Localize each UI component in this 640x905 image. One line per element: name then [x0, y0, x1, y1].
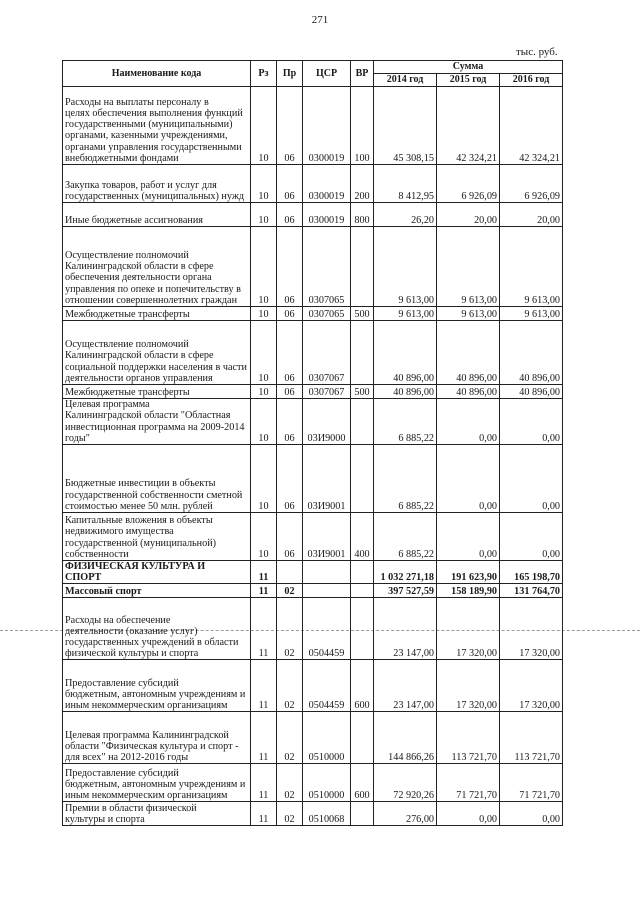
cell-rz: 11 [251, 584, 277, 598]
cell-vr: 100 [351, 87, 374, 165]
cell-y2014: 397 527,59 [374, 584, 437, 598]
cell-vr [351, 399, 374, 445]
table-body [63, 87, 563, 826]
cell-pr: 06 [277, 513, 303, 561]
table-row [63, 764, 563, 802]
cell-csr: 0510000 [303, 712, 351, 764]
cell-csr: 03И9001 [303, 445, 351, 513]
cell-name: Целевая программа Калининградской области "Областная инвестиционная программа на 2009-2014 годы" [63, 399, 251, 445]
cell-y2015: 71 721,70 [437, 764, 500, 802]
cell-csr [303, 584, 351, 598]
cell-pr: 06 [277, 87, 303, 165]
table-row [63, 321, 563, 385]
cell-rz: 10 [251, 321, 277, 385]
table-row [63, 561, 563, 584]
cell-name: Осуществление полномочий Калининградской области в сфере социальной поддержки населения в части деятельности органов управления [63, 321, 251, 385]
table-row [63, 399, 563, 445]
cell-name: Осуществление полномочий Калининградской области в сфере обеспечения деятельности органа управления по опеке и попечительству в отношении совершеннолетних граждан [63, 227, 251, 307]
table-row [63, 802, 563, 826]
cell-y2016: 0,00 [500, 802, 563, 826]
cell-name: Целевая программа Калининградской области "Физическая культура и спорт - для всех" на 2012-2016 годы [63, 712, 251, 764]
table-row [63, 203, 563, 227]
cell-vr [351, 561, 374, 584]
cell-y2016: 71 721,70 [500, 764, 563, 802]
cell-y2015: 17 320,00 [437, 660, 500, 712]
cell-y2014: 40 896,00 [374, 321, 437, 385]
cell-y2014: 45 308,15 [374, 87, 437, 165]
cell-csr: 0300019 [303, 87, 351, 165]
cell-name: Предоставление субсидий бюджетным, автономным учреждениям и иным некоммерческим организациям [63, 764, 251, 802]
cell-y2016: 9 613,00 [500, 307, 563, 321]
cell-csr: 0504459 [303, 598, 351, 660]
cell-rz: 10 [251, 227, 277, 307]
table-row [63, 660, 563, 712]
cell-vr: 200 [351, 165, 374, 203]
cell-y2014: 26,20 [374, 203, 437, 227]
cell-csr: 0510068 [303, 802, 351, 826]
cell-pr: 02 [277, 764, 303, 802]
cell-y2016: 0,00 [500, 513, 563, 561]
cell-y2016: 6 926,09 [500, 165, 563, 203]
cell-csr: 0504459 [303, 660, 351, 712]
cell-vr [351, 321, 374, 385]
cell-y2016: 0,00 [500, 445, 563, 513]
header-name: Наименование кода [63, 61, 251, 87]
cell-y2014: 23 147,00 [374, 660, 437, 712]
cell-rz: 11 [251, 660, 277, 712]
cell-vr [351, 584, 374, 598]
cell-y2015: 40 896,00 [437, 385, 500, 399]
cell-pr: 06 [277, 227, 303, 307]
cell-pr: 02 [277, 598, 303, 660]
cell-y2015: 113 721,70 [437, 712, 500, 764]
cell-csr: 0300019 [303, 165, 351, 203]
header-pr: Пр [277, 61, 303, 87]
table-row [63, 87, 563, 165]
cell-csr: 03И9001 [303, 513, 351, 561]
cell-y2015: 158 189,90 [437, 584, 500, 598]
cell-name: Иные бюджетные ассигнования [63, 203, 251, 227]
cell-y2016: 131 764,70 [500, 584, 563, 598]
cell-y2016: 165 198,70 [500, 561, 563, 584]
header-2016: 2016 год [500, 74, 563, 87]
cell-y2014: 9 613,00 [374, 307, 437, 321]
header-2015: 2015 год [437, 74, 500, 87]
cell-y2014: 1 032 271,18 [374, 561, 437, 584]
cell-vr [351, 712, 374, 764]
cell-rz: 11 [251, 712, 277, 764]
cell-y2014: 6 885,22 [374, 445, 437, 513]
cell-name: Закупка товаров, работ и услуг для государственных (муниципальных) нужд [63, 165, 251, 203]
cell-y2015: 0,00 [437, 399, 500, 445]
header-2014: 2014 год [374, 74, 437, 87]
cell-rz: 10 [251, 87, 277, 165]
table-row [63, 307, 563, 321]
cell-pr: 06 [277, 445, 303, 513]
budget-table [62, 60, 563, 826]
cell-y2016: 40 896,00 [500, 321, 563, 385]
cell-y2015: 191 623,90 [437, 561, 500, 584]
cell-y2014: 8 412,95 [374, 165, 437, 203]
cell-y2015: 17 320,00 [437, 598, 500, 660]
cell-y2015: 6 926,09 [437, 165, 500, 203]
cell-y2014: 6 885,22 [374, 513, 437, 561]
cell-name: Премии в области физической культуры и спорта [63, 802, 251, 826]
header-sum: Сумма [374, 61, 563, 74]
cell-y2015: 20,00 [437, 203, 500, 227]
table-header [63, 61, 563, 87]
cell-pr: 06 [277, 385, 303, 399]
units-label: тыс. руб. [516, 46, 558, 58]
table-row [63, 513, 563, 561]
cell-vr: 400 [351, 513, 374, 561]
cell-vr: 500 [351, 385, 374, 399]
cell-vr [351, 445, 374, 513]
cell-csr: 0307067 [303, 321, 351, 385]
cell-y2016: 20,00 [500, 203, 563, 227]
cell-vr: 500 [351, 307, 374, 321]
cell-y2015: 9 613,00 [437, 307, 500, 321]
cell-rz: 11 [251, 764, 277, 802]
cell-name: Бюджетные инвестиции в объекты государственной собственности сметной стоимостью менее 50 млн. рублей [63, 445, 251, 513]
table-row [63, 227, 563, 307]
cell-name: Межбюджетные трансферты [63, 307, 251, 321]
header-csr: ЦСР [303, 61, 351, 87]
cell-pr: 06 [277, 399, 303, 445]
cell-pr: 06 [277, 307, 303, 321]
cell-y2015: 42 324,21 [437, 87, 500, 165]
cell-y2016: 0,00 [500, 399, 563, 445]
cell-rz: 10 [251, 307, 277, 321]
cell-name: Расходы на выплаты персоналу в целях обеспечения выполнения функций государственными (муниципальными) органами, казенными учреждениями, органами управления государственными внебюджетными фондами [63, 87, 251, 165]
cell-csr: 0307067 [303, 385, 351, 399]
cell-vr: 600 [351, 764, 374, 802]
cell-rz: 11 [251, 598, 277, 660]
page-number: 271 [311, 14, 329, 26]
cell-y2014: 40 896,00 [374, 385, 437, 399]
cell-pr: 02 [277, 660, 303, 712]
cell-csr: 03И9000 [303, 399, 351, 445]
cell-csr [303, 561, 351, 584]
table-row [63, 598, 563, 660]
cell-y2014: 276,00 [374, 802, 437, 826]
cell-y2015: 9 613,00 [437, 227, 500, 307]
cell-y2016: 9 613,00 [500, 227, 563, 307]
cell-pr: 02 [277, 584, 303, 598]
cell-vr [351, 598, 374, 660]
cell-rz: 10 [251, 165, 277, 203]
cell-y2014: 144 866,26 [374, 712, 437, 764]
header-rz: Рз [251, 61, 277, 87]
cell-vr [351, 802, 374, 826]
cell-y2016: 113 721,70 [500, 712, 563, 764]
cell-rz: 11 [251, 802, 277, 826]
cell-pr: 06 [277, 165, 303, 203]
cell-rz: 10 [251, 399, 277, 445]
cell-rz: 11 [251, 561, 277, 584]
table-row [63, 712, 563, 764]
cell-y2015: 40 896,00 [437, 321, 500, 385]
cell-rz: 10 [251, 445, 277, 513]
cell-y2016: 17 320,00 [500, 598, 563, 660]
cell-pr: 06 [277, 203, 303, 227]
table-row [63, 445, 563, 513]
cell-vr [351, 227, 374, 307]
cell-y2014: 9 613,00 [374, 227, 437, 307]
cell-y2016: 17 320,00 [500, 660, 563, 712]
cell-pr: 02 [277, 802, 303, 826]
cell-vr: 600 [351, 660, 374, 712]
cell-vr: 800 [351, 203, 374, 227]
cell-y2014: 6 885,22 [374, 399, 437, 445]
table-row [63, 584, 563, 598]
cell-name: Предоставление субсидий бюджетным, автономным учреждениям и иным некоммерческим организациям [63, 660, 251, 712]
cell-csr: 0307065 [303, 307, 351, 321]
cell-y2016: 40 896,00 [500, 385, 563, 399]
cell-name: ФИЗИЧЕСКАЯ КУЛЬТУРА И СПОРТ [63, 561, 251, 584]
cell-y2015: 0,00 [437, 802, 500, 826]
cell-y2016: 42 324,21 [500, 87, 563, 165]
cell-csr: 0510000 [303, 764, 351, 802]
cell-name: Межбюджетные трансферты [63, 385, 251, 399]
header-vr: ВР [351, 61, 374, 87]
cell-pr [277, 561, 303, 584]
table-row [63, 385, 563, 399]
cell-y2015: 0,00 [437, 445, 500, 513]
cell-rz: 10 [251, 385, 277, 399]
cell-rz: 10 [251, 513, 277, 561]
table-row [63, 165, 563, 203]
cell-y2014: 72 920,26 [374, 764, 437, 802]
cell-pr: 06 [277, 321, 303, 385]
cell-name: Капитальные вложения в объекты недвижимого имущества государственной (муниципальной) собственности [63, 513, 251, 561]
cell-pr: 02 [277, 712, 303, 764]
cell-y2015: 0,00 [437, 513, 500, 561]
cell-csr: 0300019 [303, 203, 351, 227]
cell-rz: 10 [251, 203, 277, 227]
cell-csr: 0307065 [303, 227, 351, 307]
cell-name: Массовый спорт [63, 584, 251, 598]
cell-name: Расходы на обеспечение деятельности (оказание услуг) государственных учреждений в области физической культуры и спорта [63, 598, 251, 660]
cell-y2014: 23 147,00 [374, 598, 437, 660]
